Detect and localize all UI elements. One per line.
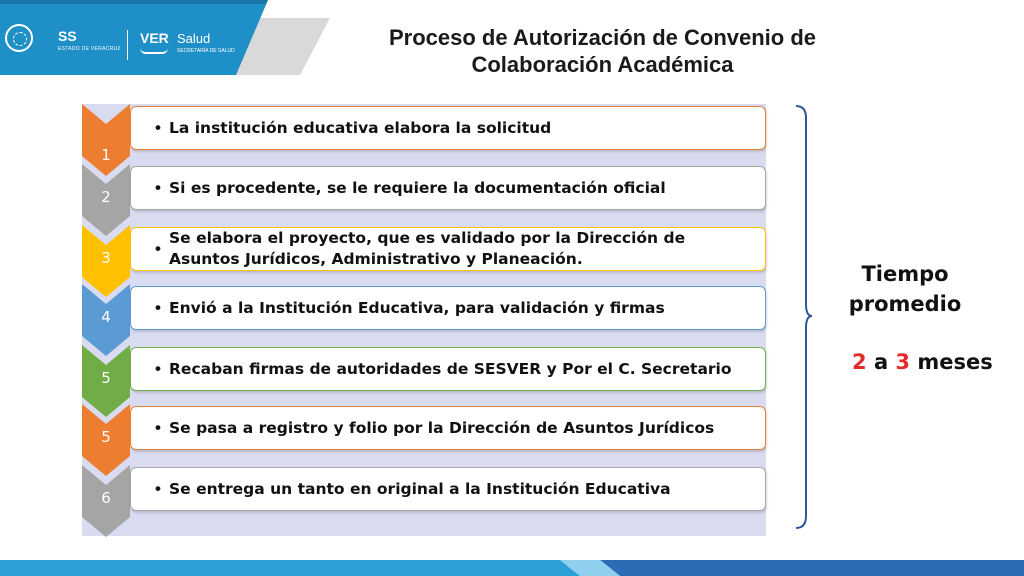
step-1-box <box>130 106 766 150</box>
banner-shape <box>0 0 340 75</box>
step-3-text: Se elabora el proyecto, que es validado por la Dirección de Asuntos Jurídicos, Administrativo y Planeación. <box>169 229 686 268</box>
bullet-icon: • <box>155 239 161 258</box>
brand-salud: Salud <box>177 31 211 46</box>
step-1-text: La institución educativa elabora la solicitud <box>169 118 552 137</box>
bullet-icon: • <box>155 418 161 437</box>
average-time-line1: Tiempo <box>861 262 949 286</box>
brand-ss-subtitle: ESTADO DE VERACRUZ <box>58 46 121 52</box>
header-banner <box>0 0 270 75</box>
step-5-number: 5 <box>101 369 111 387</box>
time-unit: meses <box>917 350 993 374</box>
step-7-text: Se entrega un tanto en original a la Institución Educativa <box>169 479 671 498</box>
step-5-box <box>130 347 766 391</box>
time-max: 3 <box>895 350 911 374</box>
bullet-icon: • <box>155 178 161 197</box>
brand-ver: VER <box>140 30 169 46</box>
step-4-text: Envió a la Institución Educativa, para validación y firmas <box>169 298 665 317</box>
right-brace-icon <box>794 104 814 532</box>
bullet-icon: • <box>155 479 161 498</box>
brand-swoosh-icon <box>140 48 168 54</box>
average-time-label <box>845 259 965 319</box>
step-1-number: 1 <box>101 146 111 164</box>
step-4-box <box>130 286 766 330</box>
time-min: 2 <box>852 350 867 374</box>
time-connector: a <box>873 350 889 374</box>
step-7-box <box>130 467 766 511</box>
bullet-icon: • <box>155 359 161 378</box>
step-7-number: 6 <box>101 489 111 507</box>
step-3-number: 3 <box>101 249 111 267</box>
step-5-text: Recaban firmas de autoridades de SESVER y Por el C. Secretario <box>169 359 732 378</box>
step-2-box <box>130 166 766 210</box>
step-2-text: Si es procedente, se le requiere la documentación oficial <box>169 178 666 197</box>
step-6-box <box>130 406 766 450</box>
step-3-box <box>130 227 766 271</box>
step-4-number: 4 <box>101 308 111 326</box>
average-time-line2: promedio <box>848 292 962 316</box>
page-title: Proceso de Autorización de Convenio de Colaboración Académica <box>388 25 817 77</box>
bullet-icon: • <box>155 298 161 317</box>
step-6-text: Se pasa a registro y folio por la Dirección de Asuntos Jurídicos <box>169 418 715 437</box>
brand-divider <box>127 30 128 60</box>
brand-salud-subtitle: SECRETARÍA DE SALUD <box>177 48 235 54</box>
brand-ss: SS <box>58 28 77 44</box>
footer-stripe <box>0 556 1024 576</box>
step-6-number: 5 <box>101 428 111 446</box>
average-time-value <box>852 350 993 374</box>
step-2-number: 2 <box>101 188 111 206</box>
state-seal-logo <box>5 24 33 52</box>
bullet-icon: • <box>155 118 161 137</box>
